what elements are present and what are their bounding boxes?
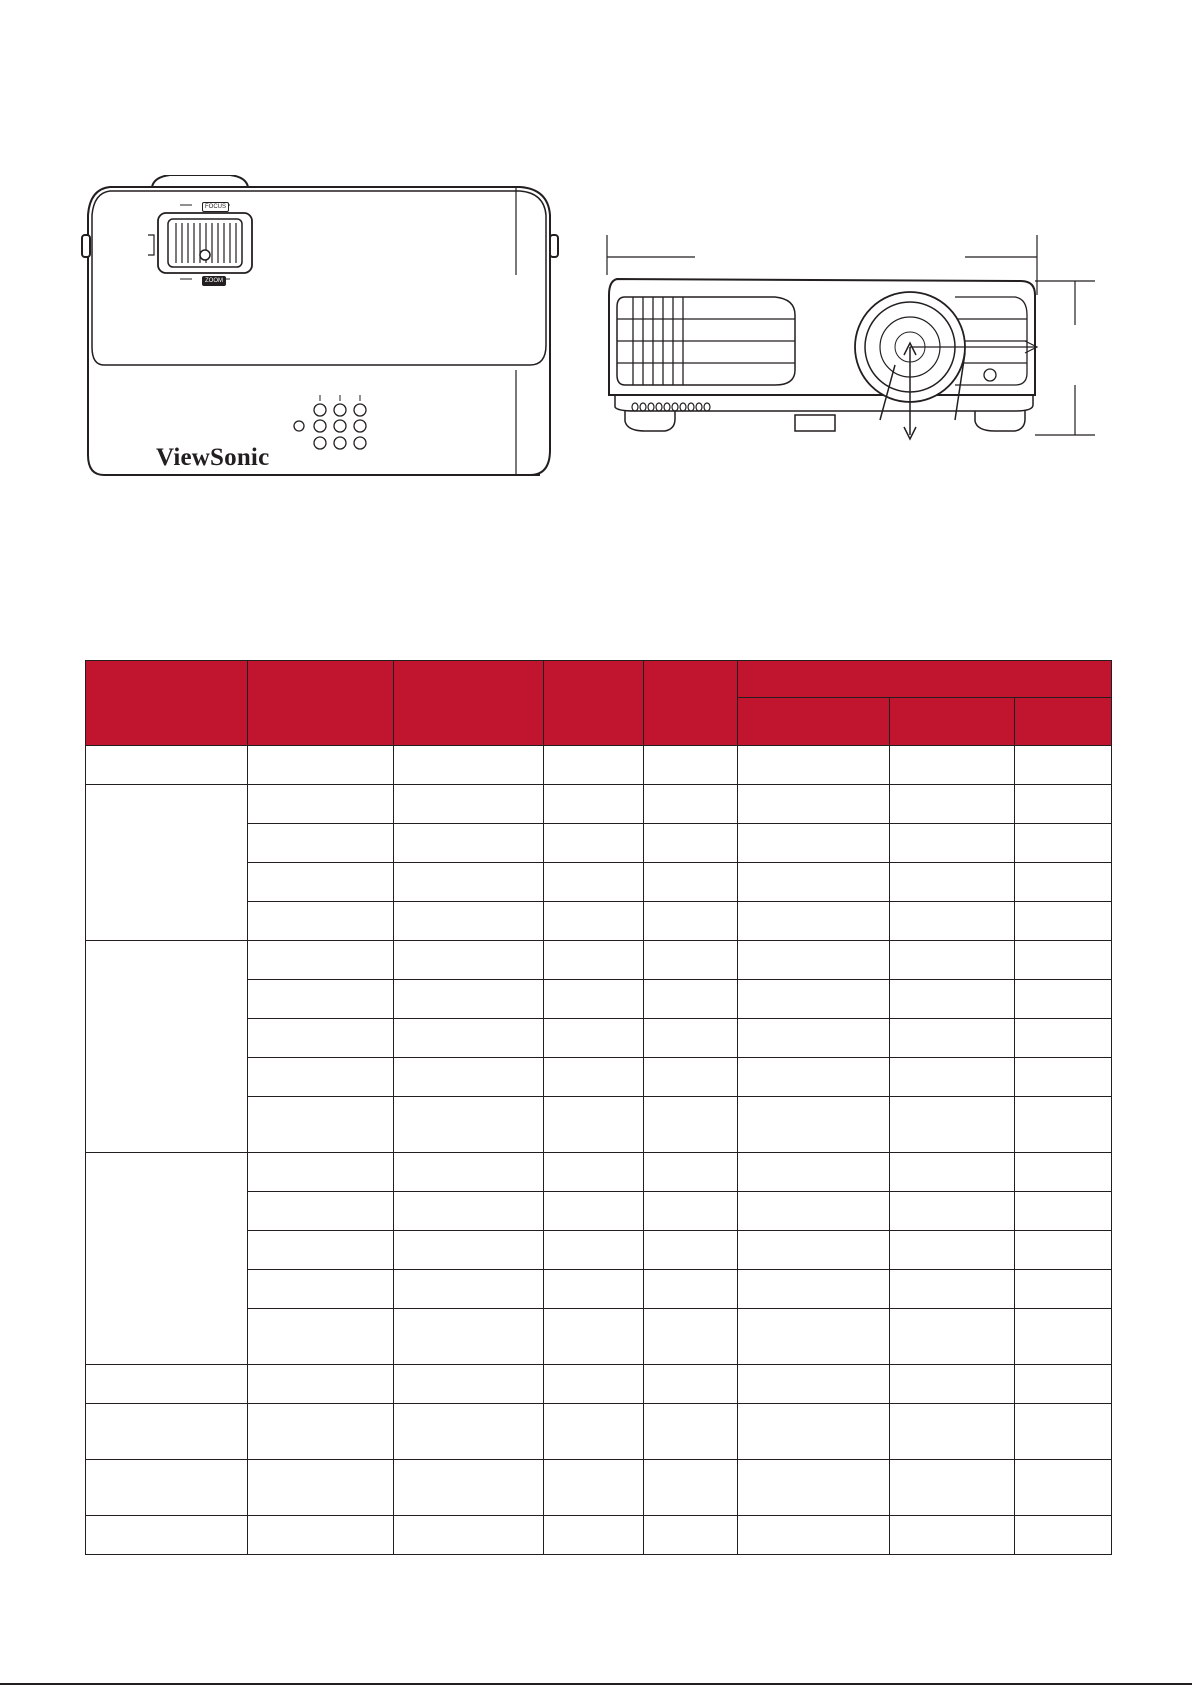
table-cell <box>644 785 738 824</box>
table-cell <box>644 1019 738 1058</box>
table-cell <box>248 1192 394 1231</box>
row-label-cell <box>86 1516 248 1555</box>
table-cell <box>394 1192 544 1231</box>
table-cell <box>394 746 544 785</box>
table-cell <box>644 941 738 980</box>
table-cell <box>738 746 890 785</box>
table-cell <box>644 1231 738 1270</box>
table-cell <box>1015 1270 1112 1309</box>
table-cell <box>890 1019 1015 1058</box>
table-cell <box>1015 1365 1112 1404</box>
table-cell <box>738 1365 890 1404</box>
table-cell <box>644 1192 738 1231</box>
table-cell <box>738 1270 890 1309</box>
table-cell <box>394 980 544 1019</box>
table-row <box>86 1404 1112 1460</box>
projector-front-view-diagram <box>595 235 1115 470</box>
table-header-cell <box>86 661 248 746</box>
table-cell <box>738 785 890 824</box>
table-cell <box>248 1019 394 1058</box>
table-cell <box>738 824 890 863</box>
row-label-cell <box>86 746 248 785</box>
table-cell <box>544 1231 644 1270</box>
table-cell <box>644 1097 738 1153</box>
table-cell <box>1015 863 1112 902</box>
table-cell <box>394 863 544 902</box>
table-cell <box>544 785 644 824</box>
table-cell <box>544 1270 644 1309</box>
zoom-label: ZOOM <box>202 276 226 286</box>
table-cell <box>644 1516 738 1555</box>
table-cell <box>890 980 1015 1019</box>
table-cell <box>738 1231 890 1270</box>
table-cell <box>644 1309 738 1365</box>
brand-logo: ViewSonic <box>156 444 270 471</box>
focus-label: FOCUS <box>202 202 229 212</box>
table-row <box>86 1460 1112 1516</box>
table-cell <box>248 980 394 1019</box>
table-cell <box>644 980 738 1019</box>
table-cell <box>394 1153 544 1192</box>
table-cell <box>738 980 890 1019</box>
table-row <box>86 1365 1112 1404</box>
table-cell <box>890 1460 1015 1516</box>
row-label-cell <box>86 1404 248 1460</box>
table-cell <box>1015 1309 1112 1365</box>
table-cell <box>738 1097 890 1153</box>
table-cell <box>644 824 738 863</box>
table-cell <box>890 785 1015 824</box>
table-cell <box>544 746 644 785</box>
table-cell <box>890 1270 1015 1309</box>
table-cell <box>248 1365 394 1404</box>
table-cell <box>248 1460 394 1516</box>
table-cell <box>890 941 1015 980</box>
table-cell <box>394 1460 544 1516</box>
table-cell <box>394 1019 544 1058</box>
table-cell <box>248 1097 394 1153</box>
table-cell <box>544 1404 644 1460</box>
table-cell <box>738 1058 890 1097</box>
table-cell <box>544 1058 644 1097</box>
table-cell <box>394 824 544 863</box>
table-cell <box>738 1516 890 1555</box>
projector-top-view-diagram <box>80 175 560 515</box>
table-header-cell <box>644 661 738 746</box>
table-cell <box>890 1365 1015 1404</box>
table-cell <box>248 1058 394 1097</box>
table-cell <box>394 941 544 980</box>
table-row <box>86 941 1112 980</box>
table-cell <box>644 902 738 941</box>
table-cell <box>1015 1460 1112 1516</box>
row-label-cell <box>86 941 248 1153</box>
table-cell <box>544 1516 644 1555</box>
table-cell <box>890 863 1015 902</box>
table-cell <box>544 1153 644 1192</box>
table-cell <box>738 1192 890 1231</box>
table-cell <box>544 902 644 941</box>
table-row <box>86 746 1112 785</box>
row-label-cell <box>86 1153 248 1365</box>
table-cell <box>738 863 890 902</box>
table-cell <box>890 1231 1015 1270</box>
table-cell <box>394 1404 544 1460</box>
table-cell <box>544 1309 644 1365</box>
table-cell <box>1015 1231 1112 1270</box>
table-cell <box>738 1404 890 1460</box>
table-cell <box>890 1516 1015 1555</box>
table-cell <box>890 1309 1015 1365</box>
table-row <box>86 1153 1112 1192</box>
row-label-cell <box>86 1365 248 1404</box>
table-cell <box>544 824 644 863</box>
table-cell <box>544 980 644 1019</box>
table-cell <box>1015 824 1112 863</box>
table-cell <box>248 785 394 824</box>
table-cell <box>544 1192 644 1231</box>
table-cell <box>1015 902 1112 941</box>
table-cell <box>394 1309 544 1365</box>
table-cell <box>544 941 644 980</box>
table-cell <box>890 902 1015 941</box>
table-cell <box>248 1270 394 1309</box>
table-cell <box>890 1404 1015 1460</box>
table-cell <box>1015 785 1112 824</box>
table-cell <box>890 1058 1015 1097</box>
table-cell <box>644 1153 738 1192</box>
table-cell <box>394 1516 544 1555</box>
table-cell <box>1015 1516 1112 1555</box>
table-cell <box>644 746 738 785</box>
table-cell <box>644 1460 738 1516</box>
table-cell <box>738 1460 890 1516</box>
table-header-cell <box>248 661 394 746</box>
table-cell <box>890 1097 1015 1153</box>
table-cell <box>248 1153 394 1192</box>
table-cell <box>738 902 890 941</box>
table-cell <box>1015 1404 1112 1460</box>
table-cell <box>248 1231 394 1270</box>
table-cell <box>1015 1192 1112 1231</box>
table-cell <box>544 1019 644 1058</box>
table-cell <box>1015 1153 1112 1192</box>
table-row <box>86 1516 1112 1555</box>
table-cell <box>890 746 1015 785</box>
table-cell <box>394 902 544 941</box>
table-cell <box>544 863 644 902</box>
table-cell <box>394 1058 544 1097</box>
table-header-group-cell <box>738 661 1112 698</box>
table-subheader-cell <box>890 698 1015 746</box>
table-cell <box>248 746 394 785</box>
table-cell <box>248 863 394 902</box>
table-cell <box>1015 1019 1112 1058</box>
table-cell <box>248 1516 394 1555</box>
table-row <box>86 785 1112 824</box>
table-cell <box>544 1460 644 1516</box>
table-cell <box>644 1404 738 1460</box>
table-cell <box>890 1192 1015 1231</box>
table-cell <box>248 824 394 863</box>
table-cell <box>394 1097 544 1153</box>
table-cell <box>248 1404 394 1460</box>
table-cell <box>1015 980 1112 1019</box>
table-cell <box>1015 1058 1112 1097</box>
table-cell <box>738 941 890 980</box>
table-header-cell <box>544 661 644 746</box>
spec-table <box>85 660 1112 1555</box>
table-cell <box>544 1097 644 1153</box>
table-cell <box>394 1270 544 1309</box>
table-cell <box>248 941 394 980</box>
table-header-cell <box>394 661 544 746</box>
row-label-cell <box>86 785 248 941</box>
table-cell <box>644 1270 738 1309</box>
table-subheader-cell <box>738 698 890 746</box>
table-subheader-cell <box>1015 698 1112 746</box>
table-cell <box>248 902 394 941</box>
table-cell <box>1015 941 1112 980</box>
table-cell <box>248 1309 394 1365</box>
table-cell <box>738 1309 890 1365</box>
table-cell <box>644 1365 738 1404</box>
table-cell <box>1015 1097 1112 1153</box>
table-cell <box>394 1365 544 1404</box>
table-cell <box>890 824 1015 863</box>
table-cell <box>544 1365 644 1404</box>
table-cell <box>394 1231 544 1270</box>
table-cell <box>394 785 544 824</box>
table-cell <box>1015 746 1112 785</box>
row-label-cell <box>86 1460 248 1516</box>
table-cell <box>738 1153 890 1192</box>
table-cell <box>644 1058 738 1097</box>
table-cell <box>738 1019 890 1058</box>
table-cell <box>890 1153 1015 1192</box>
table-cell <box>644 863 738 902</box>
